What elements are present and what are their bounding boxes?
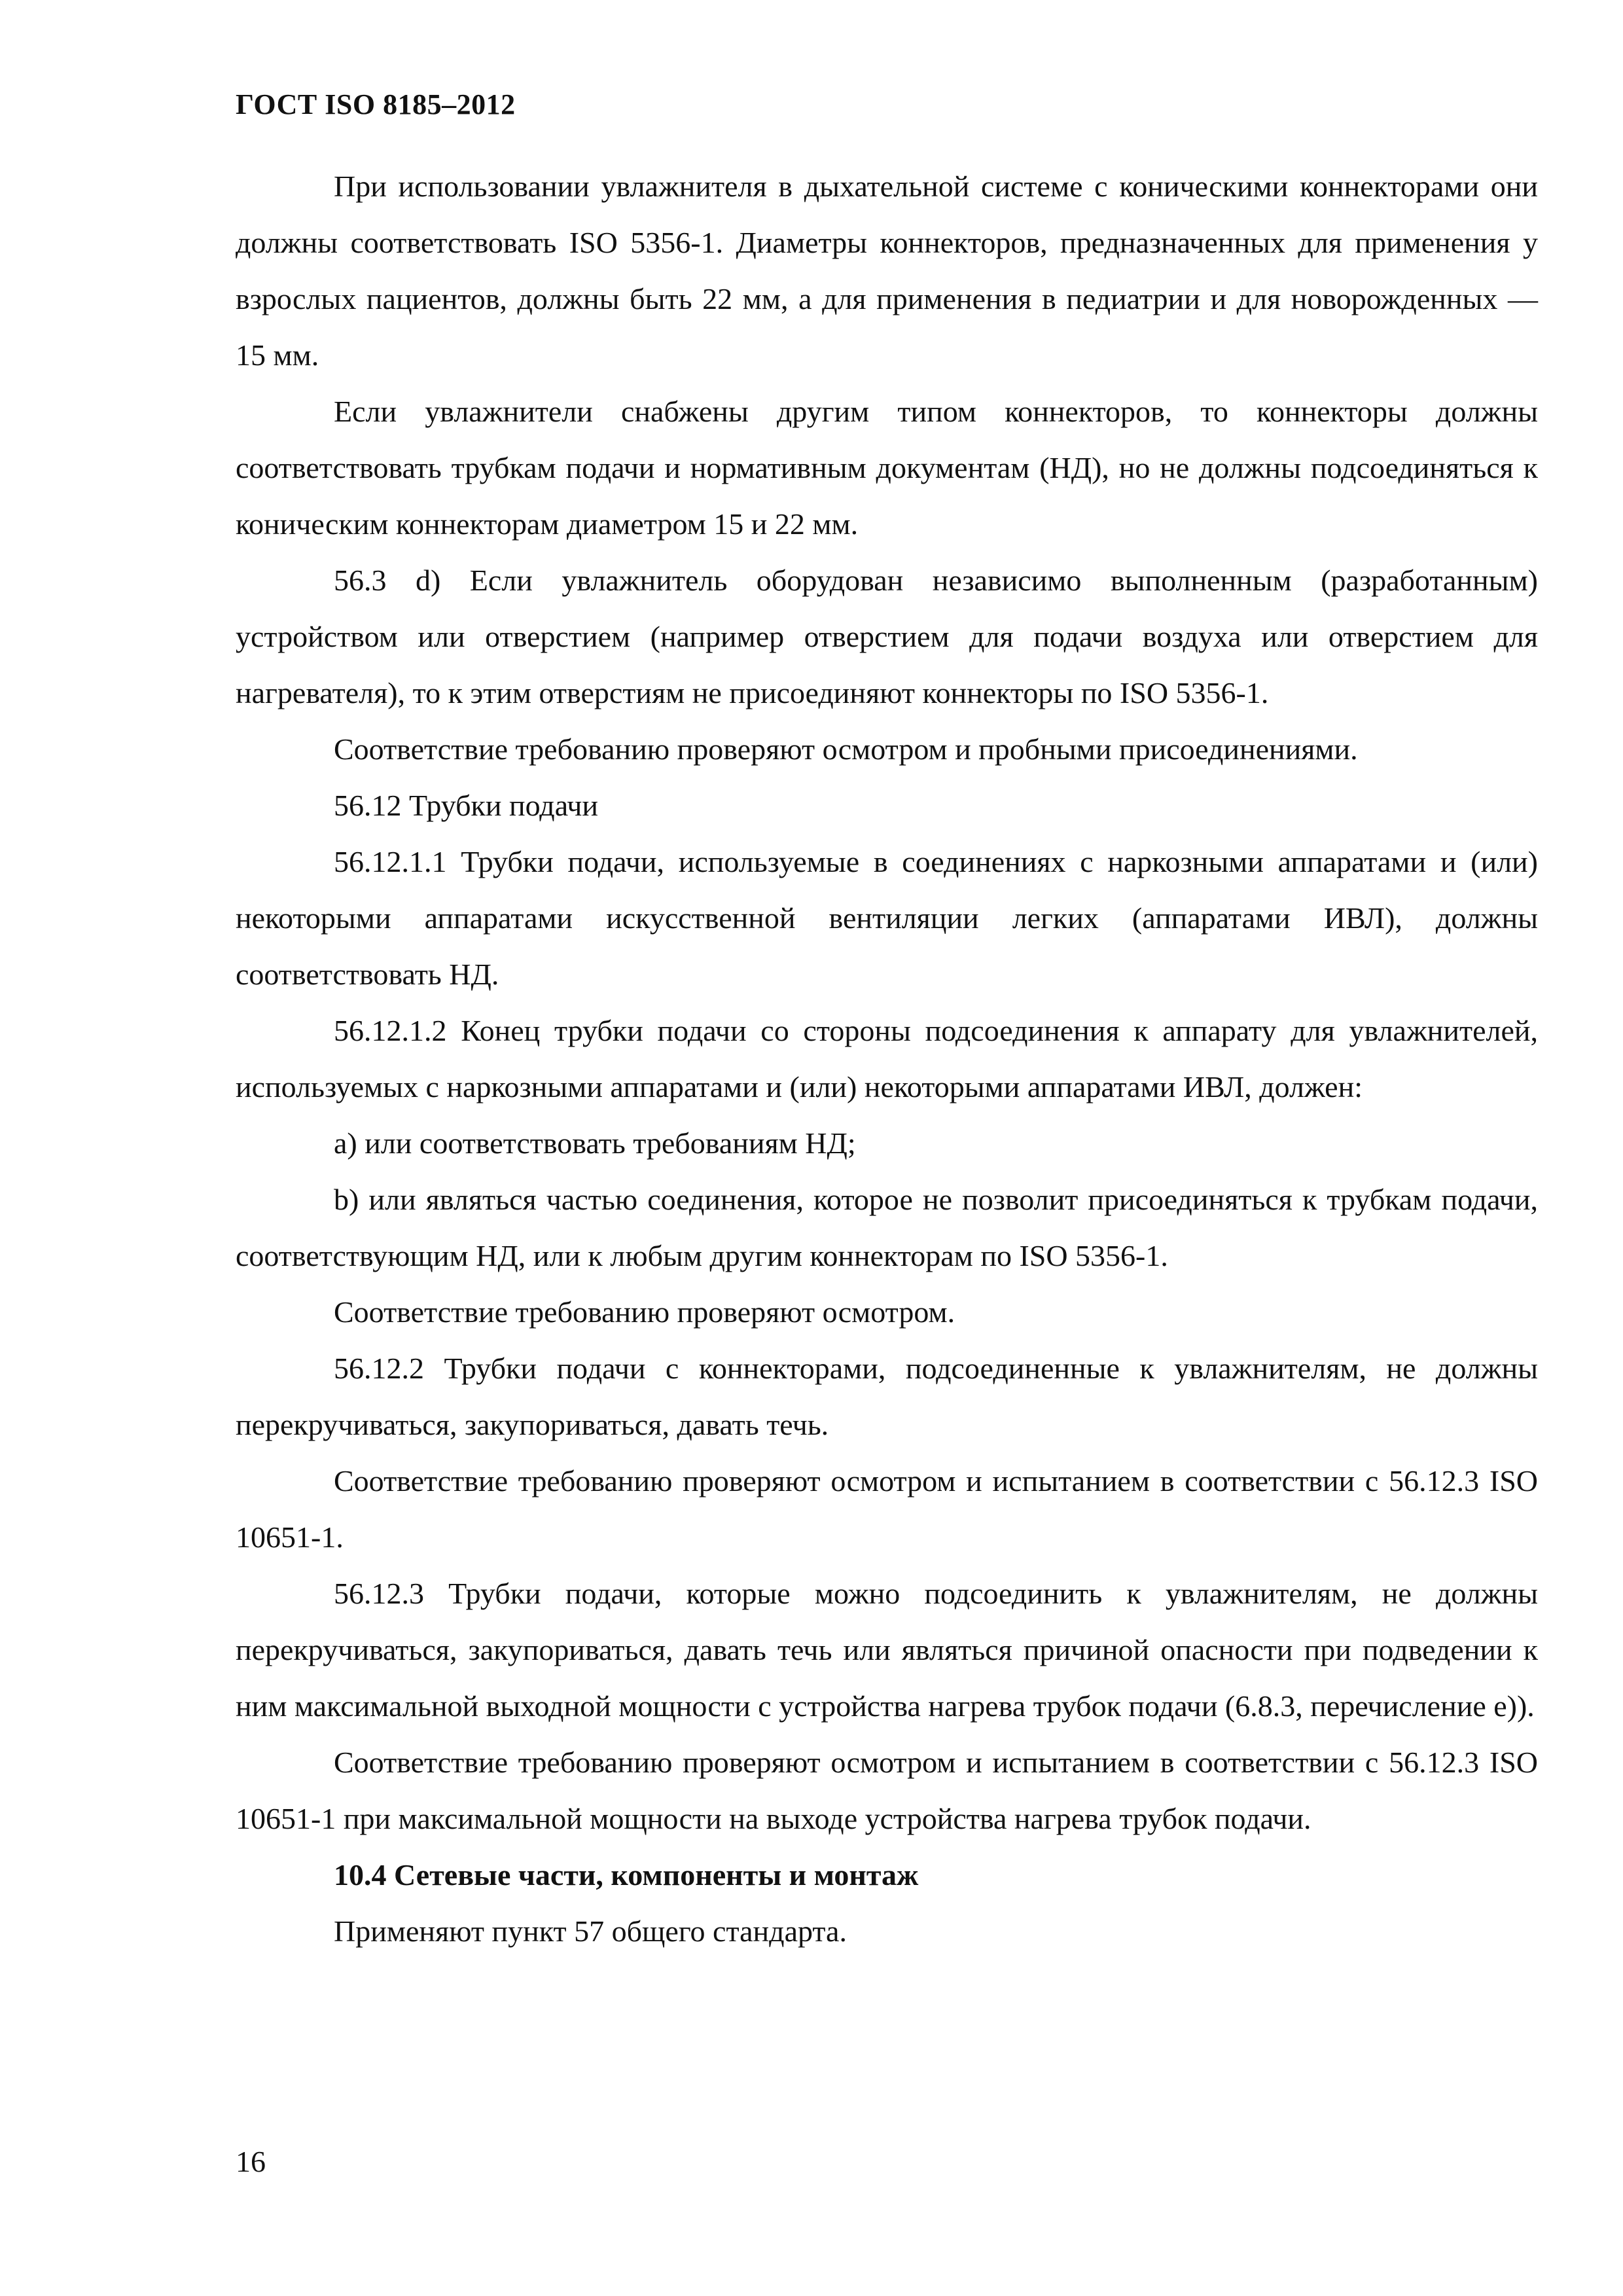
document-page [236, 0, 1538, 2296]
paragraph-other-connectors: Если увлажнители снабжены другим типом коннекторов, то коннекторы должны соответствовать трубкам подачи и нормативным документам (НД), но не должны подсоединяться к коническим коннекторам диаметром 15 и 22 мм. [236, 395, 1538, 541]
paragraph-56-12-1-1: 56.12.1.1 Трубки подачи, используемые в соединениях с наркозными аппаратами и (или) некоторыми аппаратами искусственной вентиляции легких (аппаратами ИВЛ), должны соответствовать НД. [236, 845, 1538, 991]
list-item-a: a) или соответствовать требованиям НД; [334, 1126, 856, 1160]
paragraph-connectors-iso: При использовании увлажнителя в дыхательной системе с коническими коннекторами они должны соответствовать ISO 5356-1. Диаметры коннекторов, предназначенных для применения у взрослых пациентов, должны быть 22 мм, а для применения в педиатрии и для новорожденных — 15 мм. [236, 170, 1538, 372]
paragraph-56-3-d: 56.3 d) Если увлажнитель оборудован независимо выполненным (разработанным) устройством или отверстием (например отверстием для подачи воздуха или отверстием для нагревателя), то к этим отверстиям не присоединяют коннекторы по ISO 5356-1. [236, 564, 1538, 709]
paragraph-56-12-2: 56.12.2 Трубки подачи с коннекторами, подсоединенные к увлажнителям, не должны перекручиваться, закупориваться, давать течь. [236, 1352, 1538, 1441]
subsection-56-12-title: 56.12 Трубки подачи [334, 789, 599, 822]
paragraph-compliance-inspection: Соответствие требованию проверяют осмотром. [334, 1295, 955, 1329]
document-body [236, 158, 1538, 1960]
paragraph-56-12-3: 56.12.3 Трубки подачи, которые можно подсоединить к увлажнителям, не должны перекручиваться, закупориваться, давать течь или являться причиной опасности при подведении к ним максимальной выходной мощности с устройства нагрева трубок подачи (6.8.3, перечисление е)). [236, 1577, 1538, 1723]
list-item-b: b) или являться частью соединения, которое не позволит присоединяться к трубкам подачи, соответствующим НД, или к любым другим коннекторам по ISO 5356-1. [236, 1183, 1538, 1272]
standard-header: ГОСТ ISO 8185–2012 [236, 88, 516, 120]
paragraph-compliance-test-1: Соответствие требованию проверяют осмотром и испытанием в соответствии с 56.12.3 ISO 10651-1. [236, 1464, 1538, 1554]
paragraph-compliance-test-2: Соответствие требованию проверяют осмотром и испытанием в соответствии с 56.12.3 ISO 10651-1 при максимальной мощности на выходе устройства нагрева трубок подачи. [236, 1746, 1538, 1835]
section-10-4-heading: 10.4 Сетевые части, компоненты и монтаж [334, 1858, 919, 1892]
paragraph-compliance-probe: Соответствие требованию проверяют осмотром и пробными присоединениями. [334, 732, 1358, 766]
paragraph-56-12-1-2: 56.12.1.2 Конец трубки подачи со стороны подсоединения к аппарату для увлажнителей, используемых с наркозными аппаратами и (или) некоторыми аппаратами ИВЛ, должен: [236, 1014, 1538, 1103]
page-number: 16 [236, 2145, 266, 2178]
paragraph-apply-clause-57: Применяют пункт 57 общего стандарта. [334, 1914, 847, 1948]
